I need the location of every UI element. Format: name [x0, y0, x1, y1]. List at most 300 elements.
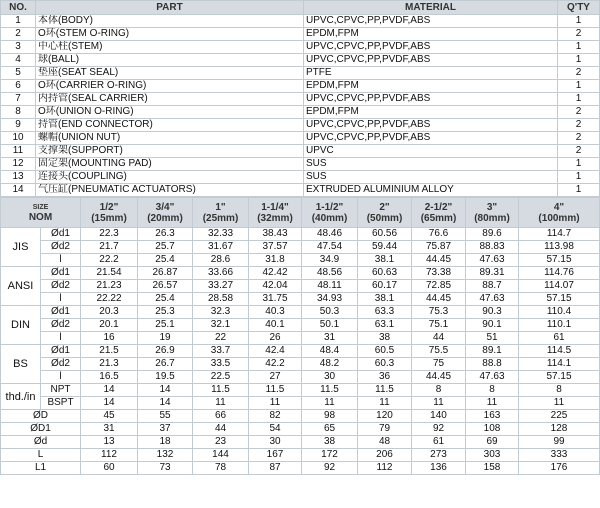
dimension-label: L — [1, 449, 81, 462]
dimension-value: 76.6 — [412, 228, 466, 241]
dimension-value: 22.22 — [81, 293, 138, 306]
size-mm: (32mm) — [257, 212, 293, 224]
dimension-value: 90.3 — [466, 306, 519, 319]
dimension-value: 14 — [138, 397, 193, 410]
parts-row — [1, 93, 600, 106]
dimension-value: 11.5 — [193, 384, 249, 397]
size-column-header — [412, 198, 466, 228]
part-material: PTFE — [304, 67, 558, 80]
dimension-value: 32.33 — [193, 228, 249, 241]
standard-group-label: BS — [1, 345, 41, 384]
dimension-value: 55 — [138, 410, 193, 423]
dimension-value: 333 — [519, 449, 600, 462]
dimension-value: 33.5 — [193, 358, 249, 371]
dimension-value: 89.6 — [466, 228, 519, 241]
dimension-value: 14 — [81, 397, 138, 410]
part-material: UPVC — [304, 145, 558, 158]
dimension-value: 48.46 — [302, 228, 358, 241]
part-qty: 2 — [558, 28, 600, 41]
dimension-row — [1, 384, 600, 397]
dimension-row — [1, 358, 600, 371]
dimension-value: 11.5 — [358, 384, 412, 397]
dimension-value: 38 — [302, 436, 358, 449]
dimension-value: 26.7 — [138, 358, 193, 371]
part-no: 10 — [1, 132, 36, 145]
dimension-value: 99 — [519, 436, 600, 449]
dimension-label: Ød1 — [41, 228, 81, 241]
part-no: 12 — [1, 158, 36, 171]
dimension-label: L1 — [1, 462, 81, 475]
part-material: UPVC,CPVC,PP,PVDF,ABS — [304, 119, 558, 132]
standard-group-label: DIN — [1, 306, 41, 345]
dimension-value: 88.7 — [466, 280, 519, 293]
parts-row — [1, 119, 600, 132]
dimension-value: 28.6 — [193, 254, 249, 267]
dimension-value: 92 — [412, 423, 466, 436]
size-mm: (100mm) — [538, 212, 580, 224]
dimensions-table — [0, 197, 600, 475]
dimension-value: 47.63 — [466, 293, 519, 306]
part-qty: 2 — [558, 145, 600, 158]
dimension-value: 90.1 — [466, 319, 519, 332]
size-nom-header — [1, 198, 81, 228]
parts-row — [1, 54, 600, 67]
dimension-value: 33.27 — [193, 280, 249, 293]
dimension-value: 73 — [138, 462, 193, 475]
dimension-value: 47.54 — [302, 241, 358, 254]
dimension-value: 120 — [358, 410, 412, 423]
header-part: PART — [36, 1, 304, 15]
size-inch: 1-1/4" — [261, 201, 289, 213]
dimension-value: 30 — [249, 436, 302, 449]
dimension-value: 57.15 — [519, 293, 600, 306]
part-no: 7 — [1, 93, 36, 106]
dimension-value: 48.2 — [302, 358, 358, 371]
dimension-value: 128 — [519, 423, 600, 436]
dimension-row — [1, 371, 600, 384]
dimension-value: 26.57 — [138, 280, 193, 293]
parts-row — [1, 171, 600, 184]
dimension-value: 48.4 — [302, 345, 358, 358]
dimension-row — [1, 397, 600, 410]
dimension-value: 110.1 — [519, 319, 600, 332]
header-material: MATERIAL — [304, 1, 558, 15]
standard-group-label: ANSI — [1, 267, 41, 306]
dimension-value: 42.04 — [249, 280, 302, 293]
dimension-row — [1, 267, 600, 280]
dimension-value: 113.98 — [519, 241, 600, 254]
dimension-value: 92 — [302, 462, 358, 475]
dimension-value: 20.1 — [81, 319, 138, 332]
part-name: O环(STEM O-RING) — [36, 28, 304, 41]
dimension-value: 26.87 — [138, 267, 193, 280]
dimension-value: 33.7 — [193, 345, 249, 358]
part-name: O环(CARRIER O-RING) — [36, 80, 304, 93]
dimension-value: 75.87 — [412, 241, 466, 254]
part-name: 螺帽(UNION NUT) — [36, 132, 304, 145]
dimension-value: 167 — [249, 449, 302, 462]
dimension-row — [1, 293, 600, 306]
dimension-value: 78 — [193, 462, 249, 475]
part-no: 8 — [1, 106, 36, 119]
part-name: 支撑架(SUPPORT) — [36, 145, 304, 158]
size-column-header — [249, 198, 302, 228]
dimension-value: 144 — [193, 449, 249, 462]
dimension-value: 47.63 — [466, 371, 519, 384]
size-mm: (40mm) — [311, 212, 348, 224]
dimension-value: 28.58 — [193, 293, 249, 306]
dimension-row — [1, 319, 600, 332]
dimension-value: 65 — [302, 423, 358, 436]
dimension-label: Ød — [1, 436, 81, 449]
part-material: EXTRUDED ALUMINIUM ALLOY — [304, 184, 558, 197]
dimension-value: 75.1 — [412, 319, 466, 332]
dimension-value: 50.1 — [302, 319, 358, 332]
dimension-value: 42.4 — [249, 345, 302, 358]
size-mm: (20mm) — [147, 212, 183, 224]
size-column-header — [519, 198, 600, 228]
dimension-label: Ød2 — [41, 280, 81, 293]
dimension-value: 42.42 — [249, 267, 302, 280]
part-no: 5 — [1, 67, 36, 80]
dimension-value: 11 — [193, 397, 249, 410]
size-mm: (15mm) — [91, 212, 127, 224]
dimension-label: Ød2 — [41, 319, 81, 332]
dimension-value: 19.5 — [138, 371, 193, 384]
dimension-value: 88.8 — [466, 358, 519, 371]
dimension-label: Ød1 — [41, 267, 81, 280]
dimension-value: 11 — [358, 397, 412, 410]
dimension-value: 8 — [519, 384, 600, 397]
size-inch: 3/4" — [155, 201, 175, 213]
part-name: 球(BALL) — [36, 54, 304, 67]
dimension-value: 11.5 — [249, 384, 302, 397]
dimension-label: BSPT — [41, 397, 81, 410]
part-no: 11 — [1, 145, 36, 158]
part-qty: 1 — [558, 54, 600, 67]
dimension-value: 136 — [412, 462, 466, 475]
dimension-value: 57.15 — [519, 371, 600, 384]
part-material: UPVC,CPVC,PP,PVDF,ABS — [304, 54, 558, 67]
size-column-header — [138, 198, 193, 228]
dimension-value: 21.23 — [81, 280, 138, 293]
dimension-row — [1, 436, 600, 449]
dimension-row — [1, 228, 600, 241]
dimension-value: 48.11 — [302, 280, 358, 293]
dimension-value: 31 — [81, 423, 138, 436]
dimension-row — [1, 423, 600, 436]
size-mm: (50mm) — [366, 212, 403, 224]
parts-row — [1, 41, 600, 54]
size-inch: 4" — [553, 201, 565, 213]
size-column-header — [81, 198, 138, 228]
dimension-value: 273 — [412, 449, 466, 462]
dimension-value: 21.7 — [81, 241, 138, 254]
parts-row — [1, 132, 600, 145]
size-inch: 1-1/2" — [315, 201, 344, 213]
dimension-value: 140 — [412, 410, 466, 423]
dimension-value: 114.76 — [519, 267, 600, 280]
parts-table — [0, 0, 600, 197]
dimension-value: 89.31 — [466, 267, 519, 280]
dimension-value: 16.5 — [81, 371, 138, 384]
dimension-value: 21.5 — [81, 345, 138, 358]
dimension-label: NPT — [41, 384, 81, 397]
dimension-value: 25.3 — [138, 306, 193, 319]
dimension-value: 22.3 — [81, 228, 138, 241]
dimension-value: 48.56 — [302, 267, 358, 280]
dimension-value: 38 — [358, 332, 412, 345]
dimension-value: 32.3 — [193, 306, 249, 319]
size-mm: (80mm) — [474, 212, 510, 224]
part-material: UPVC,CPVC,PP,PVDF,ABS — [304, 93, 558, 106]
size-label: SIZE — [32, 203, 49, 211]
dimension-value: 60.63 — [358, 267, 412, 280]
part-qty: 1 — [558, 171, 600, 184]
part-qty: 2 — [558, 119, 600, 132]
dimension-value: 72.85 — [412, 280, 466, 293]
dimension-value: 25.4 — [138, 293, 193, 306]
nom-label: NOM — [28, 211, 53, 223]
dimension-row — [1, 462, 600, 475]
dimension-value: 20.3 — [81, 306, 138, 319]
parts-row — [1, 106, 600, 119]
part-name: 连接头(COUPLING) — [36, 171, 304, 184]
part-no: 14 — [1, 184, 36, 197]
dimension-row — [1, 254, 600, 267]
part-qty: 2 — [558, 106, 600, 119]
dimension-value: 59.44 — [358, 241, 412, 254]
dimension-value: 303 — [466, 449, 519, 462]
dimension-value: 34.93 — [302, 293, 358, 306]
dimension-value: 26.3 — [138, 228, 193, 241]
standard-group-label: JIS — [1, 228, 41, 267]
part-no: 4 — [1, 54, 36, 67]
size-inch: 3" — [486, 201, 498, 213]
dimension-value: 66 — [193, 410, 249, 423]
dimension-value: 176 — [519, 462, 600, 475]
part-qty: 2 — [558, 67, 600, 80]
dimension-value: 11 — [302, 397, 358, 410]
dimension-value: 225 — [519, 410, 600, 423]
dimension-value: 51 — [466, 332, 519, 345]
dimension-value: 54 — [249, 423, 302, 436]
part-no: 1 — [1, 15, 36, 28]
dimension-value: 75.5 — [412, 345, 466, 358]
part-name: 垫座(SEAT SEAL) — [36, 67, 304, 80]
dimension-value: 88.83 — [466, 241, 519, 254]
part-name: 中心柱(STEM) — [36, 41, 304, 54]
dimension-value: 60.56 — [358, 228, 412, 241]
dimension-label: Ød2 — [41, 358, 81, 371]
parts-row — [1, 28, 600, 41]
dimension-value: 40.3 — [249, 306, 302, 319]
size-column-header — [302, 198, 358, 228]
parts-row — [1, 80, 600, 93]
part-name: 固定架(MOUNTING PAD) — [36, 158, 304, 171]
dimension-value: 22.2 — [81, 254, 138, 267]
dimension-value: 44.45 — [412, 254, 466, 267]
dimension-value: 69 — [466, 436, 519, 449]
dimension-value: 38.1 — [358, 293, 412, 306]
part-material: UPVC,CPVC,PP,PVDF,ABS — [304, 15, 558, 28]
dimension-value: 31.8 — [249, 254, 302, 267]
parts-row — [1, 15, 600, 28]
dimension-value: 132 — [138, 449, 193, 462]
dimension-value: 89.1 — [466, 345, 519, 358]
dimension-value: 21.3 — [81, 358, 138, 371]
part-name: 气压缸(PNEUMATIC ACTUATORS) — [36, 184, 304, 197]
dimension-value: 11 — [249, 397, 302, 410]
parts-header-row — [1, 1, 600, 15]
parts-row — [1, 145, 600, 158]
dimension-value: 22 — [193, 332, 249, 345]
dimension-value: 60.5 — [358, 345, 412, 358]
part-qty: 1 — [558, 158, 600, 171]
dimension-value: 23 — [193, 436, 249, 449]
dimension-value: 38.1 — [358, 254, 412, 267]
part-no: 13 — [1, 171, 36, 184]
dimension-value: 87 — [249, 462, 302, 475]
part-name: 内持管(SEAL CARRIER) — [36, 93, 304, 106]
dimension-value: 19 — [138, 332, 193, 345]
dimension-value: 8 — [412, 384, 466, 397]
dimension-value: 79 — [358, 423, 412, 436]
dimension-value: 57.15 — [519, 254, 600, 267]
size-mm: (25mm) — [202, 212, 239, 224]
dimension-label: l — [41, 371, 81, 384]
dimension-value: 50.3 — [302, 306, 358, 319]
dimension-value: 40.1 — [249, 319, 302, 332]
dimension-value: 44 — [412, 332, 466, 345]
dimension-row — [1, 306, 600, 319]
part-qty: 1 — [558, 80, 600, 93]
dimension-value: 75.3 — [412, 306, 466, 319]
size-inch: 1/2" — [99, 201, 119, 213]
dimension-value: 14 — [138, 384, 193, 397]
header-qty: Q'TY — [558, 1, 600, 15]
size-inch: 2-1/2" — [424, 201, 453, 213]
dimension-label: ØD1 — [1, 423, 81, 436]
dimension-value: 63.3 — [358, 306, 412, 319]
dimension-value: 32.1 — [193, 319, 249, 332]
dimension-value: 11 — [519, 397, 600, 410]
part-material: SUS — [304, 158, 558, 171]
header-no: NO. — [1, 1, 36, 15]
size-column-header — [358, 198, 412, 228]
dimension-value: 60.3 — [358, 358, 412, 371]
dimension-value: 34.9 — [302, 254, 358, 267]
dimension-label: l — [41, 293, 81, 306]
dimension-value: 60.17 — [358, 280, 412, 293]
dimension-value: 60 — [81, 462, 138, 475]
dimension-row — [1, 280, 600, 293]
part-name: 本体(BODY) — [36, 15, 304, 28]
part-qty: 1 — [558, 184, 600, 197]
dimension-value: 112 — [358, 462, 412, 475]
part-name: 持管(END CONNECTOR) — [36, 119, 304, 132]
dimension-value: 14 — [81, 384, 138, 397]
dimension-value: 110.4 — [519, 306, 600, 319]
dimension-row — [1, 345, 600, 358]
dimension-value: 206 — [358, 449, 412, 462]
size-mm: (65mm) — [420, 212, 457, 224]
dimension-value: 13 — [81, 436, 138, 449]
part-material: SUS — [304, 171, 558, 184]
part-material: EPDM,FPM — [304, 80, 558, 93]
dimension-value: 44.45 — [412, 371, 466, 384]
dimension-value: 158 — [466, 462, 519, 475]
dimension-value: 25.4 — [138, 254, 193, 267]
dimension-value: 30 — [302, 371, 358, 384]
dimension-value: 27 — [249, 371, 302, 384]
dimension-value: 114.1 — [519, 358, 600, 371]
dimension-value: 25.1 — [138, 319, 193, 332]
dimension-value: 22.5 — [193, 371, 249, 384]
part-material: EPDM,FPM — [304, 28, 558, 41]
part-no: 6 — [1, 80, 36, 93]
dimension-value: 25.7 — [138, 241, 193, 254]
dimension-value: 33.66 — [193, 267, 249, 280]
dimension-value: 11 — [466, 397, 519, 410]
dimension-label: ØD — [1, 410, 81, 423]
size-column-header — [466, 198, 519, 228]
dimension-label: Ød1 — [41, 306, 81, 319]
dimension-value: 26 — [249, 332, 302, 345]
dimension-value: 108 — [466, 423, 519, 436]
size-inch: 1" — [215, 201, 226, 213]
part-qty: 1 — [558, 15, 600, 28]
part-no: 3 — [1, 41, 36, 54]
dimension-value: 31.75 — [249, 293, 302, 306]
dimension-row — [1, 241, 600, 254]
dimension-value: 61 — [519, 332, 600, 345]
dimension-value: 163 — [466, 410, 519, 423]
dimension-value: 61 — [412, 436, 466, 449]
dimension-value: 112 — [81, 449, 138, 462]
dimension-value: 11.5 — [302, 384, 358, 397]
dimension-value: 48 — [358, 436, 412, 449]
dimension-value: 114.7 — [519, 228, 600, 241]
dimension-row — [1, 332, 600, 345]
part-material: EPDM,FPM — [304, 106, 558, 119]
part-no: 2 — [1, 28, 36, 41]
dimension-value: 44.45 — [412, 293, 466, 306]
part-material: UPVC,CPVC,PP,PVDF,ABS — [304, 41, 558, 54]
dimension-value: 37 — [138, 423, 193, 436]
dimension-value: 11 — [412, 397, 466, 410]
size-column-header — [193, 198, 249, 228]
dimension-value: 45 — [81, 410, 138, 423]
dimension-value: 37.57 — [249, 241, 302, 254]
dimension-value: 44 — [193, 423, 249, 436]
dimension-label: Ød2 — [41, 241, 81, 254]
part-name: O环(UNION O-RING) — [36, 106, 304, 119]
dimension-value: 114.5 — [519, 345, 600, 358]
dimension-value: 31 — [302, 332, 358, 345]
dimension-label: l — [41, 332, 81, 345]
dimension-value: 42.2 — [249, 358, 302, 371]
dimension-value: 16 — [81, 332, 138, 345]
dimension-value: 114.07 — [519, 280, 600, 293]
standard-group-label: thd./in — [1, 384, 41, 410]
parts-row — [1, 158, 600, 171]
parts-row — [1, 67, 600, 80]
dimension-value: 73.38 — [412, 267, 466, 280]
dimension-value: 63.1 — [358, 319, 412, 332]
parts-row — [1, 184, 600, 197]
dimension-value: 98 — [302, 410, 358, 423]
